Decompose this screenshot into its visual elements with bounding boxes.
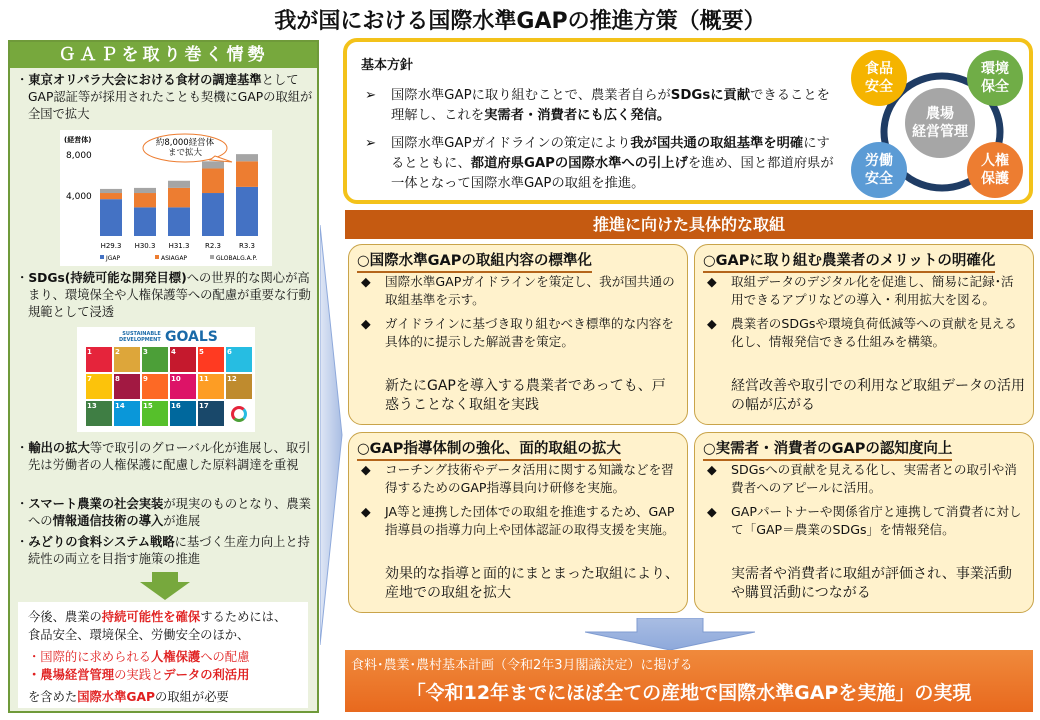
- diamond-bullet-icon: ◆: [707, 274, 717, 289]
- card-bullet: [703, 273, 1025, 309]
- sdg-goal-tile: 8: [114, 374, 140, 399]
- sdg-goal-tile: 4: [170, 347, 196, 372]
- text-segment: 人権保護: [150, 650, 201, 664]
- card-result-text: 新たにGAPを導入する農業者であっても、戸惑うことなく取組を実践: [385, 378, 666, 413]
- page-title: 我が国における国際水準GAPの推進方策（概要）: [274, 9, 766, 34]
- card-result: [357, 565, 679, 603]
- conclusion-line4: [28, 688, 298, 706]
- card-result: [357, 377, 679, 415]
- text-segment: が進展: [163, 514, 201, 528]
- card-result-text: 実需者や消費者に取組が評価され、事業活動や購買活動につながる: [731, 566, 1012, 601]
- y-axis-label: (経営体): [64, 136, 92, 144]
- bar-globalgap: [236, 154, 258, 161]
- card-bullet: [703, 315, 1025, 351]
- policy-item-1: [361, 86, 841, 126]
- text-segment: ・: [16, 73, 29, 87]
- card-bullet-text: 取組データのデジタル化を促進し、簡易に記録･活用できるアプリなどの導入・利用拡大を図る。: [731, 274, 1014, 307]
- sdg-goal-tile: 3: [142, 347, 168, 372]
- sdg-goal-tile: 6: [226, 347, 252, 372]
- conclusion-line2: [28, 648, 298, 666]
- sdg-goal-tile: 17: [198, 401, 224, 426]
- sdg-goal-tile: 7: [86, 374, 112, 399]
- diamond-bullet-icon: ◆: [361, 274, 371, 289]
- circle-farm-management: 農場 経営管理: [905, 88, 975, 158]
- sdgs-logo-image: [77, 327, 255, 432]
- diamond-bullet-icon: ◆: [707, 316, 717, 331]
- text-segment: 東京オリパラ大会における食材の調達基準: [28, 73, 262, 87]
- conclusion-box: [18, 602, 308, 708]
- initiative-card: [694, 432, 1034, 613]
- card-result-text: 経営改善や取引での利用など取組データの活用の幅が広がる: [731, 378, 1025, 413]
- sdg-goal-tile: 10: [170, 374, 196, 399]
- sdg-goal-tile: 2: [114, 347, 140, 372]
- card-bullet-text: ガイドラインに基づき取り組むべき標準的な内容を具体的に提示した解説書を策定。: [385, 316, 674, 349]
- y-tick-label: 4,000: [66, 192, 92, 203]
- x-tick-label: H31.3: [168, 242, 190, 250]
- text-segment: 情報通信技術の導入: [52, 514, 164, 528]
- sdg-goal-tile: 14: [114, 401, 140, 426]
- text-segment: ・: [16, 535, 29, 549]
- card-bullet-text: 農業者のSDGsや環境負荷低減等への貢献を見える化し、情報発信できる仕組みを構築。: [731, 316, 1017, 349]
- text-segment: SDGsに貢献: [670, 88, 751, 103]
- text-segment: への世界的な関心が高まり、環境保全や人権保護等への配慮が重要な行動規範として浸透: [28, 271, 311, 319]
- sdg-goal-tile: 9: [142, 374, 168, 399]
- bullet-midori: [14, 534, 314, 568]
- text-segment: 我が国共通の取組基準を明確: [630, 136, 804, 151]
- card-title: ○国際水準GAPの取組内容の標準化: [357, 249, 592, 273]
- bar-globalgap: [134, 188, 156, 193]
- down-arrow-icon: [140, 572, 190, 600]
- text-segment: みどりの食料システム戦略: [28, 535, 175, 549]
- basic-policy-box: [343, 38, 1033, 204]
- goal-banner-subtitle: 食料･農業･農村基本計画（令和2年3月閣議決定）に掲げる: [351, 658, 693, 673]
- text-segment: ・農場経営管理: [28, 668, 115, 682]
- card-result: [703, 377, 1025, 415]
- basic-policy-heading: 基本方針: [361, 58, 414, 73]
- goal-banner: [345, 650, 1033, 712]
- sdg-logo-goals: GOALS: [165, 329, 218, 345]
- text-segment: ・: [16, 441, 29, 455]
- card-bullet-text: GAPパートナーや関係省庁と連携して消費者に対して「GAP＝農業のSDGs」を情報発信。: [731, 504, 1022, 537]
- text-segment: ・: [16, 271, 29, 285]
- legend-label: ASIAGAP: [161, 255, 188, 262]
- bar-globalgap: [202, 161, 224, 168]
- legend-swatch: [100, 255, 104, 259]
- text-segment: ・国際的に求められる: [28, 650, 151, 664]
- diamond-bullet-icon: ◆: [707, 504, 717, 519]
- circle-labor-safety: 労働 安全: [851, 142, 907, 198]
- text-segment: の取組が必要: [155, 690, 229, 704]
- text-segment: 都道府県GAPの国際水準への引上げ: [470, 156, 688, 171]
- arrowhead-bullet-icon: ➢: [365, 136, 377, 151]
- text-segment: ・: [16, 497, 29, 511]
- bar-asiagap: [134, 193, 156, 207]
- bullet-olympics: [14, 72, 314, 123]
- bullet-sdgs: [14, 270, 314, 321]
- goal-banner-main: 「令和12年までにほぼ全ての産地で国際水準GAPを実施」の実現: [406, 682, 972, 704]
- legend-swatch: [155, 255, 159, 259]
- legend-label: JGAP: [106, 255, 121, 262]
- legend-swatch: [210, 255, 214, 259]
- initiative-card: [694, 244, 1034, 425]
- card-title: ○実需者・消費者のGAPの認知度向上: [703, 437, 952, 461]
- bar-asiagap: [236, 161, 258, 187]
- sdg-wheel-icon: [226, 401, 252, 426]
- bullet-smart-agri: [14, 496, 314, 530]
- arrowhead-bullet-icon: ➢: [365, 88, 377, 103]
- text-segment: 国際水準GAPガイドラインの策定により: [391, 136, 631, 151]
- annotation-text: まで拡大: [167, 148, 203, 158]
- text-segment: に基づく生産力向上と持続性の両立を目指す施策の推進: [28, 535, 310, 566]
- circle-environment: 環境 保全: [967, 50, 1023, 106]
- text-segment: 国際水準GAP: [77, 690, 156, 704]
- x-tick-label: R3.3: [239, 242, 255, 250]
- text-segment: 今後、農業の: [28, 610, 102, 624]
- circle-human-rights: 人権 保護: [967, 142, 1023, 198]
- card-title: ○GAPに取り組む農業者のメリットの明確化: [703, 249, 995, 273]
- text-segment: データの利活用: [163, 668, 250, 682]
- text-segment: 国際水準GAPに取り組むことで、農業者自らが: [391, 88, 671, 103]
- sdg-logo-line1: SUSTAINABLE: [122, 331, 161, 337]
- flow-arrow-right-icon: [320, 225, 344, 645]
- conclusion-line1: [28, 608, 298, 644]
- text-segment: にするとともに、: [391, 136, 830, 171]
- text-segment: 輸出の拡大: [28, 441, 90, 455]
- card-result-text: 効果的な指導と面的にまとまった取組により、産地での取組を拡大: [385, 566, 679, 601]
- sdg-goal-tile: 13: [86, 401, 112, 426]
- card-bullet-text: JA等と連携した団体での取組を推進するため、GAP指導員の指導力向上や団体認証の取得支援を実施。: [385, 504, 675, 537]
- bullet-export: [14, 440, 314, 474]
- policy-item-2: [361, 134, 841, 194]
- legend-label: GLOBALG.A.P.: [216, 255, 258, 262]
- text-segment: 持続可能性を確保: [101, 610, 201, 624]
- text-segment: 等で取引のグローバル化が進展し、取引先は労働者の人権保護に配慮した原料調達を重視: [28, 441, 311, 472]
- initiative-card: [348, 244, 688, 425]
- text-segment: するためには、食品安全、環境保全、労働安全のほか、: [28, 610, 287, 642]
- x-tick-label: R2.3: [205, 242, 221, 250]
- bar-jgap: [134, 207, 156, 236]
- initiatives-band: 推進に向けた具体的な取組: [345, 210, 1033, 239]
- annotation-text: 約8,000経営体: [155, 138, 215, 148]
- text-segment: の実践と: [114, 668, 164, 682]
- bar-jgap: [168, 207, 190, 236]
- diamond-bullet-icon: ◆: [707, 462, 717, 477]
- text-segment: が現実のものとなり、農業への: [28, 497, 311, 528]
- sdg-goal-tile: 12: [226, 374, 252, 399]
- card-bullet: [703, 503, 1025, 539]
- down-arrow-icon: [585, 618, 755, 650]
- text-segment: できることを理解し、これを: [391, 88, 830, 123]
- sdg-goal-tile: 15: [142, 401, 168, 426]
- bar-globalgap: [168, 181, 190, 188]
- card-bullet: [703, 461, 1025, 497]
- card-bullet: [357, 461, 679, 497]
- text-segment: を含めた: [28, 690, 78, 704]
- card-bullet-text: コーチング技術やデータ活用に関する知識などを習得するためのGAP指導員向け研修を実施。: [385, 462, 674, 495]
- left-panel-gap-situation: [8, 40, 319, 713]
- y-tick-label: 8,000: [66, 151, 92, 162]
- sdg-goal-tile: 5: [198, 347, 224, 372]
- annotation-pointer: [210, 156, 232, 162]
- text-segment: を進め、国と都道府県が一体となって国際水準GAPの取組を推進。: [391, 156, 834, 191]
- bar-asiagap: [100, 193, 122, 199]
- card-bullet: [357, 315, 679, 351]
- bar-globalgap: [100, 189, 122, 193]
- text-segment: としてGAP認証等が採用されたことも契機にGAPの取組が全国で拡大: [28, 73, 313, 121]
- card-bullet: [357, 273, 679, 309]
- card-bullet-text: SDGsへの貢献を見える化し、実需者との取引や消費者へのアピールに活用。: [731, 462, 1017, 495]
- text-segment: スマート農業の社会実装: [28, 497, 164, 511]
- sdg-goal-tile: 11: [198, 374, 224, 399]
- text-segment: への配慮: [200, 650, 250, 664]
- initiative-card: [348, 432, 688, 613]
- bar-asiagap: [168, 188, 190, 207]
- diamond-bullet-icon: ◆: [361, 504, 371, 519]
- circle-food-safety: 食品 安全: [851, 50, 907, 106]
- bar-jgap: [236, 187, 258, 236]
- card-result: [703, 565, 1025, 603]
- conclusion-line3: [28, 666, 298, 684]
- bar-asiagap: [202, 168, 224, 193]
- card-bullet-text: 国際水準GAPガイドラインを策定し、我が国共通の取組基準を示す。: [385, 274, 675, 307]
- diamond-bullet-icon: ◆: [361, 316, 371, 331]
- card-bullet: [357, 503, 679, 539]
- sdg-goal-tile: 16: [170, 401, 196, 426]
- diamond-bullet-icon: ◆: [361, 462, 371, 477]
- bar-jgap: [202, 193, 224, 236]
- text-segment: SDGs(持続可能な開発目標): [28, 271, 187, 285]
- gap-adoption-chart: [60, 130, 272, 266]
- sdg-logo-line2: DEVELOPMENT: [119, 337, 161, 343]
- text-segment: 実需者・消費者にも広く発信。: [484, 108, 671, 123]
- x-tick-label: H29.3: [100, 242, 122, 250]
- bar-jgap: [100, 199, 122, 236]
- left-panel-header: ＧＡＰを取り巻く情勢: [10, 42, 317, 68]
- x-tick-label: H30.3: [134, 242, 156, 250]
- card-title: ○GAP指導体制の強化、面的取組の拡大: [357, 437, 621, 461]
- sdg-goal-tile: 1: [86, 347, 112, 372]
